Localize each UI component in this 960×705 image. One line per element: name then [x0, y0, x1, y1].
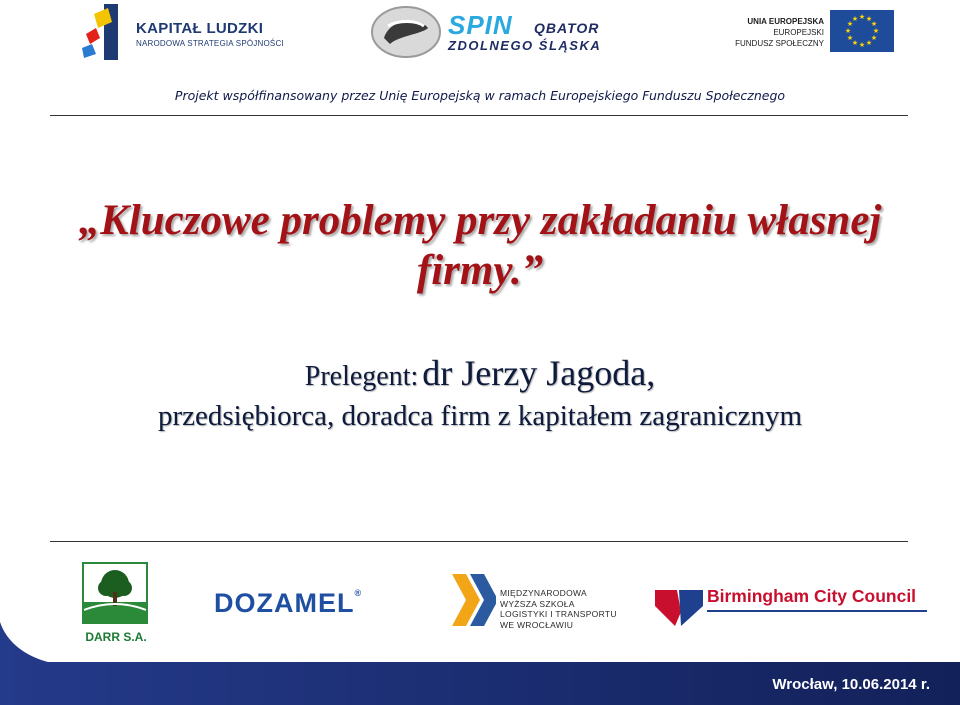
qbator-text: QBATOR — [534, 20, 600, 36]
wsl-text — [500, 588, 617, 630]
footer-divider — [50, 541, 908, 542]
speaker-line — [0, 352, 960, 394]
svg-text:★: ★ — [844, 27, 852, 35]
title-line-2: firmy.” — [416, 247, 544, 294]
svg-text:★: ★ — [870, 34, 878, 42]
svg-text:★: ★ — [846, 20, 854, 28]
kapital-ludzki-emblem-icon — [82, 4, 130, 60]
wsl-line-2: WYŻSZA SZKOŁA — [500, 598, 575, 609]
event-date: Wrocław, 10.06.2014 r. — [772, 676, 930, 693]
wsl-logo — [450, 572, 620, 628]
eu-text — [735, 16, 824, 49]
header-divider — [50, 115, 908, 116]
wsl-chevron-icon — [450, 572, 496, 628]
eu-logo — [728, 8, 898, 56]
dozamel-registered: ® — [354, 588, 363, 598]
darr-name: DARR S.A. — [85, 630, 147, 644]
svg-text:★: ★ — [851, 39, 859, 47]
svg-text:★: ★ — [851, 15, 859, 23]
darr-tree-icon — [82, 562, 148, 624]
svg-text:★: ★ — [865, 39, 873, 47]
kapital-ludzki-title: KAPITAŁ LUDZKI — [136, 20, 264, 37]
wsl-line-3: LOGISTYKI I TRANSPORTU — [500, 609, 617, 619]
spinqbator-logo — [368, 4, 634, 60]
presentation-title — [0, 196, 960, 296]
wsl-line-1: MIĘDZYNARODOWA — [500, 588, 587, 598]
spin-text: SPIN — [448, 10, 513, 40]
svg-text:★: ★ — [872, 27, 880, 35]
speaker-label: Prelegent: — [304, 361, 419, 392]
svg-text:★: ★ — [865, 15, 873, 23]
svg-text:★: ★ — [846, 34, 854, 42]
cofinancing-note: Projekt współfinansowany przez Unię Europejską w ramach Europejskiego Funduszu Społecznego — [174, 88, 786, 103]
eu-title: UNIA EUROPEJSKA — [747, 17, 824, 26]
bcc-underline — [707, 610, 927, 612]
spinqbator-emblem-icon — [368, 4, 444, 60]
wsl-line-4: WE WROCŁAWIU — [500, 619, 574, 630]
title-line-1: „Kluczowe problemy przy zakładaniu własnej — [78, 197, 882, 244]
darr-logo — [80, 562, 152, 646]
svg-text:★: ★ — [858, 13, 866, 21]
dozamel-logo — [214, 588, 362, 619]
spinqbator-word — [448, 10, 600, 41]
dozamel-text: DOZAMEL — [214, 588, 355, 618]
kapital-ludzki-logo — [82, 4, 297, 60]
speaker-role: przedsiębiorca, doradca firm z kapitałem zagranicznym — [157, 400, 803, 432]
kapital-ludzki-subtitle: NARODOWA STRATEGIA SPÓJNOŚCI — [136, 39, 284, 48]
speaker-name: dr Jerzy Jagoda, — [422, 353, 656, 393]
eu-flag-icon — [830, 10, 894, 52]
birmingham-city-council-logo — [655, 584, 935, 630]
eu-line-2: EUROPEJSKI — [773, 28, 824, 37]
bcc-name: Birmingham City Council — [707, 586, 917, 606]
spinqbator-subtitle: ZDOLNEGO ŚLĄSKA — [448, 38, 602, 53]
svg-text:★: ★ — [858, 41, 866, 49]
eu-line-3: FUNDUSZ SPOŁECZNY — [735, 39, 824, 48]
bcc-emblem-icon — [655, 584, 705, 630]
svg-text:★: ★ — [870, 20, 878, 28]
